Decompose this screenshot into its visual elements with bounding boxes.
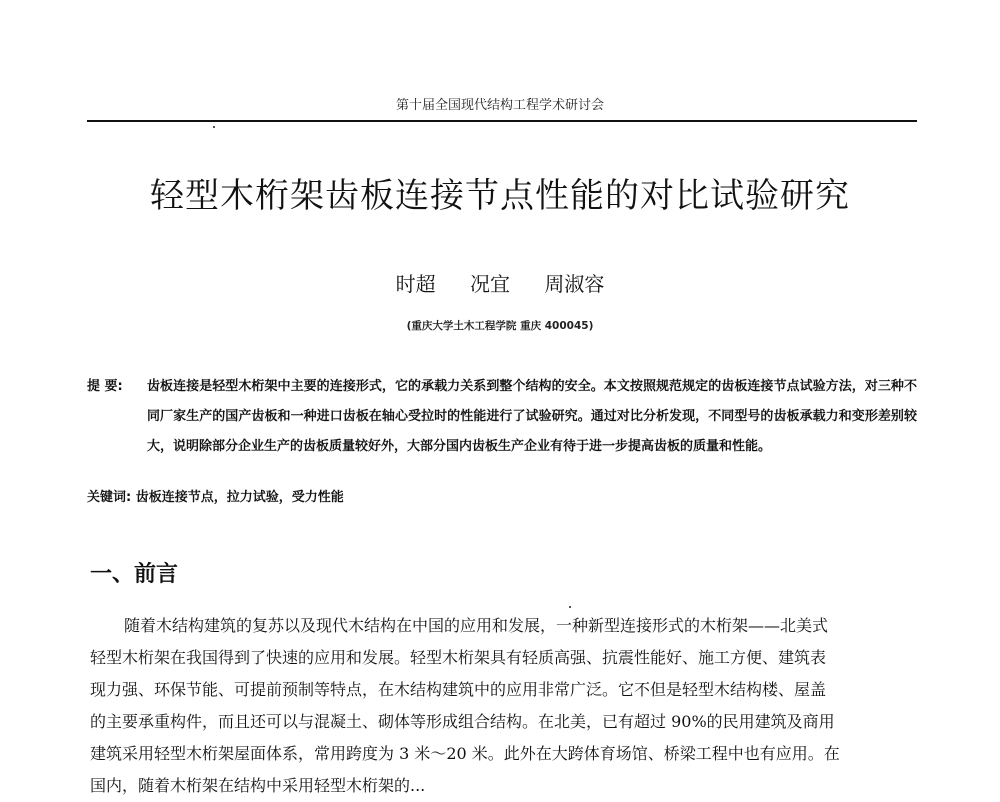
scan-artifact	[569, 606, 571, 608]
paragraph-line: 建筑采用轻型木桁架屋面体系，常用跨度为 3 米～20 米。此外在大跨体育场馆、桥梁工程中也有应用。在	[90, 744, 840, 763]
author-name: 时超	[395, 272, 436, 296]
paragraph-line: 的主要承重构件，而且还可以与混凝土、砌体等形成组合结构。在北美，已有超过 90%的民用建筑及商用	[90, 712, 835, 731]
keywords-block	[87, 486, 344, 505]
abstract-text: 齿板连接是轻型木桁架中主要的连接形式，它的承载力关系到整个结构的安全。本文按照规范规定的齿板连接节点试验方法，对三种不同厂家生产的国产齿板和一种进口齿板在轴心受拉时的性能进行了试验研究。通过对比分析发现，不同型号的齿板承载力和变形差别较大，说明除部分企业生产的齿板质量较好外，大部分国内齿板生产企业有待于进一步提高齿板的质量和性能。	[147, 379, 917, 454]
keywords-text: 齿板连接节点，拉力试验，受力性能	[135, 490, 344, 505]
header-rule	[87, 120, 917, 122]
author-name: 况宜	[470, 272, 510, 296]
conference-running-header: 第十届全国现代结构工程学术研讨会	[395, 98, 604, 113]
paragraph-line: 轻型木桁架在我国得到了快速的应用和发展。轻型木桁架具有轻质高强、抗震性能好、施工方便、建筑表	[90, 648, 827, 667]
paragraph-line: 国内，随着木桁架在结构中采用轻型木桁架的...	[90, 776, 426, 795]
author-affiliation: (重庆大学土木工程学院 重庆 400045)	[406, 320, 594, 332]
abstract-label: 提 要:	[87, 379, 123, 394]
author-list	[0, 268, 1000, 297]
keywords-label: 关键词:	[87, 490, 132, 505]
author-name: 周淑容	[544, 272, 605, 296]
paragraph-line: 随着木结构建筑的复苏以及现代木结构在中国的应用和发展，一种新型连接形式的木桁架——北美式	[124, 616, 829, 635]
paragraph-line: 现力强、环保节能、可提前预制等特点，在木结构建筑中的应用非常广泛。它不但是轻型木结构楼、屋盖	[90, 680, 827, 699]
abstract-block	[87, 372, 917, 462]
introduction-paragraph	[90, 610, 918, 802]
scan-artifact	[213, 126, 215, 128]
section-heading-introduction: 一、前言	[90, 562, 179, 587]
paper-title: 轻型木桁架齿板连接节点性能的对比试验研究	[150, 176, 850, 216]
